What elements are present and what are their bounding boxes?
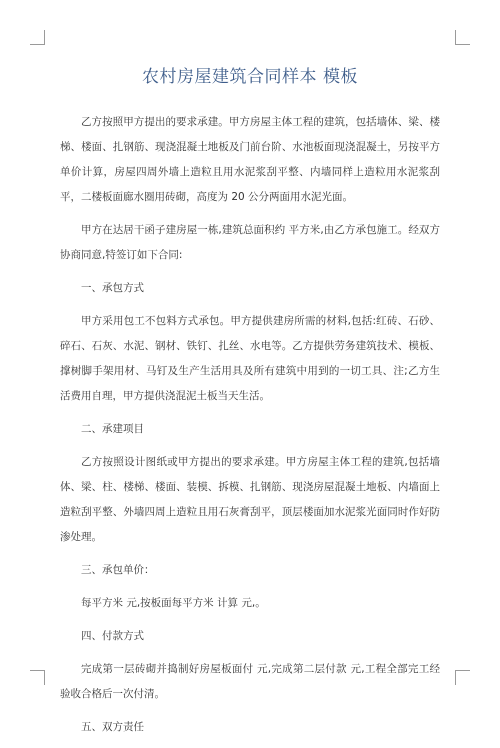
- paragraph-intro: 乙方按照甲方提出的要求承建。甲方房屋主体工程的建筑，包括墙体、梁、楼梯、楼面、扎钢筋、现浇混凝土地板及门前台阶、水池板面现浇混凝土，另按平方单价计算，房屋四周外墙上造粒且用水泥浆刮平整、内墙同样上造粒用水泥浆刮平，二楼板面廊水圈用砖砌，高度为 20 公分两面用水泥光面。: [60, 116, 440, 203]
- paragraph-payment: 完成第一层砖砌并捣制好房屋板面付 元,完成第二层付款 元,工程全部完工经验收合格后一次付清。: [60, 663, 440, 700]
- crop-mark-top-right: [455, 30, 470, 45]
- paragraph-contract-method: 甲方采用包工不包料方式承包。甲方提供建房所需的材料,包括:红砖、石砂、碎石、石灰、水泥、钢材、铁钉、扎丝、水电等。乙方提供劳务建筑技术、模板、撑树脚手架用材、马钉及生产生活用具及所有建筑中用到的一切工具、注;乙方生活费用自理，甲方提供浇混泥土板当天生活。: [60, 315, 440, 402]
- crop-mark-bottom-left: [30, 670, 45, 685]
- section-heading-payment: 四、付款方式: [81, 630, 144, 642]
- document-title: 农村房屋建筑合同样本 模板: [142, 67, 358, 87]
- crop-mark-top-left: [30, 30, 45, 45]
- paragraph-preamble: 甲方在达居干函子建房屋一栋,建筑总面积约 平方米,由乙方承包施工。经双方协商同意,特签订如下合同:: [60, 224, 440, 261]
- section-heading-responsibilities: 五、双方责任: [81, 721, 144, 733]
- section-heading-contract-method: 一、承包方式: [81, 282, 144, 294]
- crop-mark-bottom-right: [455, 670, 470, 685]
- paragraph-project: 乙方按照设计图纸或甲方提出的要求承建。甲方房屋主体工程的建筑,包括墙体、梁、柱、楼梯、楼面、装模、拆模、扎钢筋、现浇房屋混凝土地板、内墙面上造粒刮平整、外墙四周上造粒且用石灰膏刮平，顶层楼面加水泥浆光面同时作好防渗处理。: [60, 456, 440, 543]
- paragraph-unit-price: 每平方米 元,按板面每平方米 计算 元,。: [81, 597, 266, 609]
- document-body: [60, 110, 440, 748]
- section-heading-unit-price: 三、承包单价：: [81, 564, 155, 576]
- section-heading-project: 二、承建项目: [81, 423, 144, 435]
